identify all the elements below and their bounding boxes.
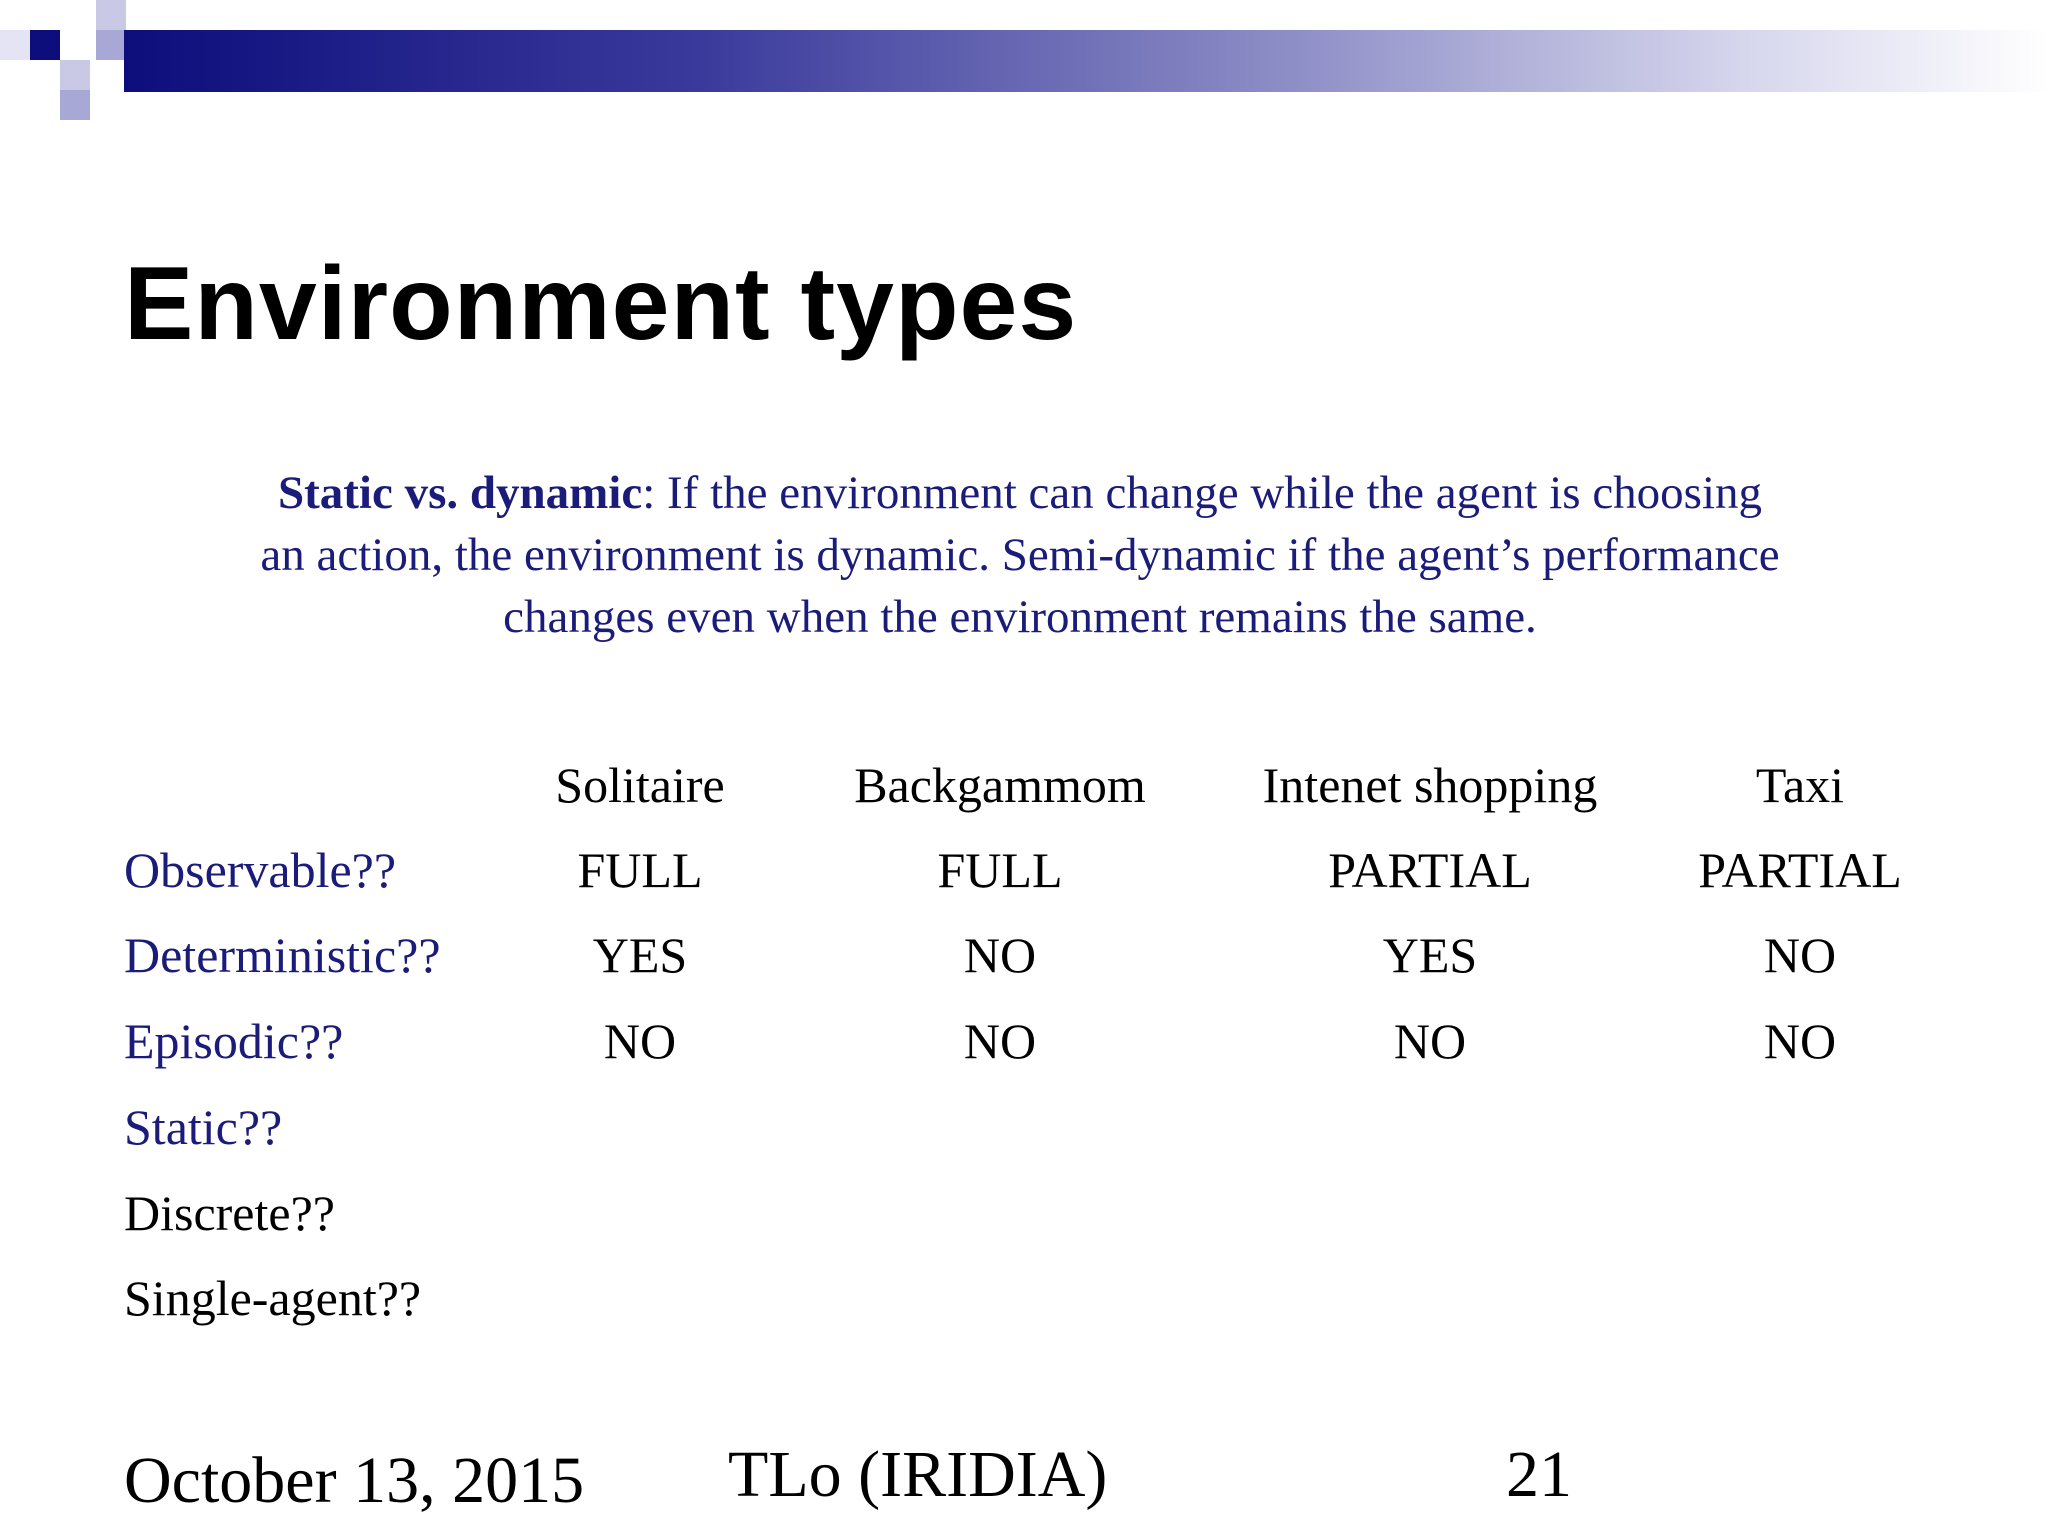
header-decoration-square xyxy=(60,60,90,90)
header-gradient-banner xyxy=(124,30,2048,92)
table-cell: PARTIAL xyxy=(1698,842,1902,898)
column-header-backgammom: Backgammom xyxy=(854,757,1146,813)
row-label-deterministic: Deterministic?? xyxy=(124,927,441,983)
definition-line-3: changes even when the environment remains the same. xyxy=(503,591,1537,643)
table-cell: NO xyxy=(1763,1013,1837,1069)
definition-line-2: an action, the environment is dynamic. Semi-dynamic if the agent’s performance xyxy=(260,529,1780,581)
header-decoration-square xyxy=(96,0,126,30)
slide-title: Environment types xyxy=(124,246,1078,362)
row-label-static: Static?? xyxy=(124,1099,283,1155)
footer-page-number: 21 xyxy=(1506,1438,1572,1511)
row-label-observable: Observable?? xyxy=(124,842,397,898)
header-decoration-square xyxy=(96,30,126,60)
row-label-discrete: Discrete?? xyxy=(124,1185,335,1241)
footer-date: October 13, 2015 xyxy=(124,1444,585,1517)
definition-line-1 xyxy=(140,462,1900,524)
row-label-single-agent: Single-agent?? xyxy=(124,1270,422,1326)
table-cell: FULL xyxy=(937,842,1063,898)
table-cell: FULL xyxy=(577,842,703,898)
table-cell: NO xyxy=(963,1013,1037,1069)
header-decoration-square xyxy=(30,30,60,60)
table-cell: NO xyxy=(603,1013,677,1069)
table-cell: YES xyxy=(1382,927,1478,983)
row-label-episodic: Episodic?? xyxy=(124,1013,344,1069)
header-decoration-square xyxy=(0,30,30,60)
table-cell: NO xyxy=(1393,1013,1467,1069)
definition-term: Static vs. dynamic xyxy=(277,467,643,519)
column-header-solitaire: Solitaire xyxy=(555,757,725,813)
header-decoration-square xyxy=(60,90,90,120)
footer-author: TLo (IRIDIA) xyxy=(728,1438,1108,1511)
table-cell: NO xyxy=(1763,927,1837,983)
header-decoration-square xyxy=(30,60,60,90)
definition-paragraph xyxy=(140,462,1900,648)
table-cell: PARTIAL xyxy=(1328,842,1532,898)
definition-line-1-text: : If the environment can change while the agent is choosing xyxy=(642,467,1763,519)
table-cell: YES xyxy=(592,927,688,983)
column-header-taxi: Taxi xyxy=(1755,757,1845,813)
column-header-internet-shopping: Intenet shopping xyxy=(1262,757,1598,813)
table-cell: NO xyxy=(963,927,1037,983)
